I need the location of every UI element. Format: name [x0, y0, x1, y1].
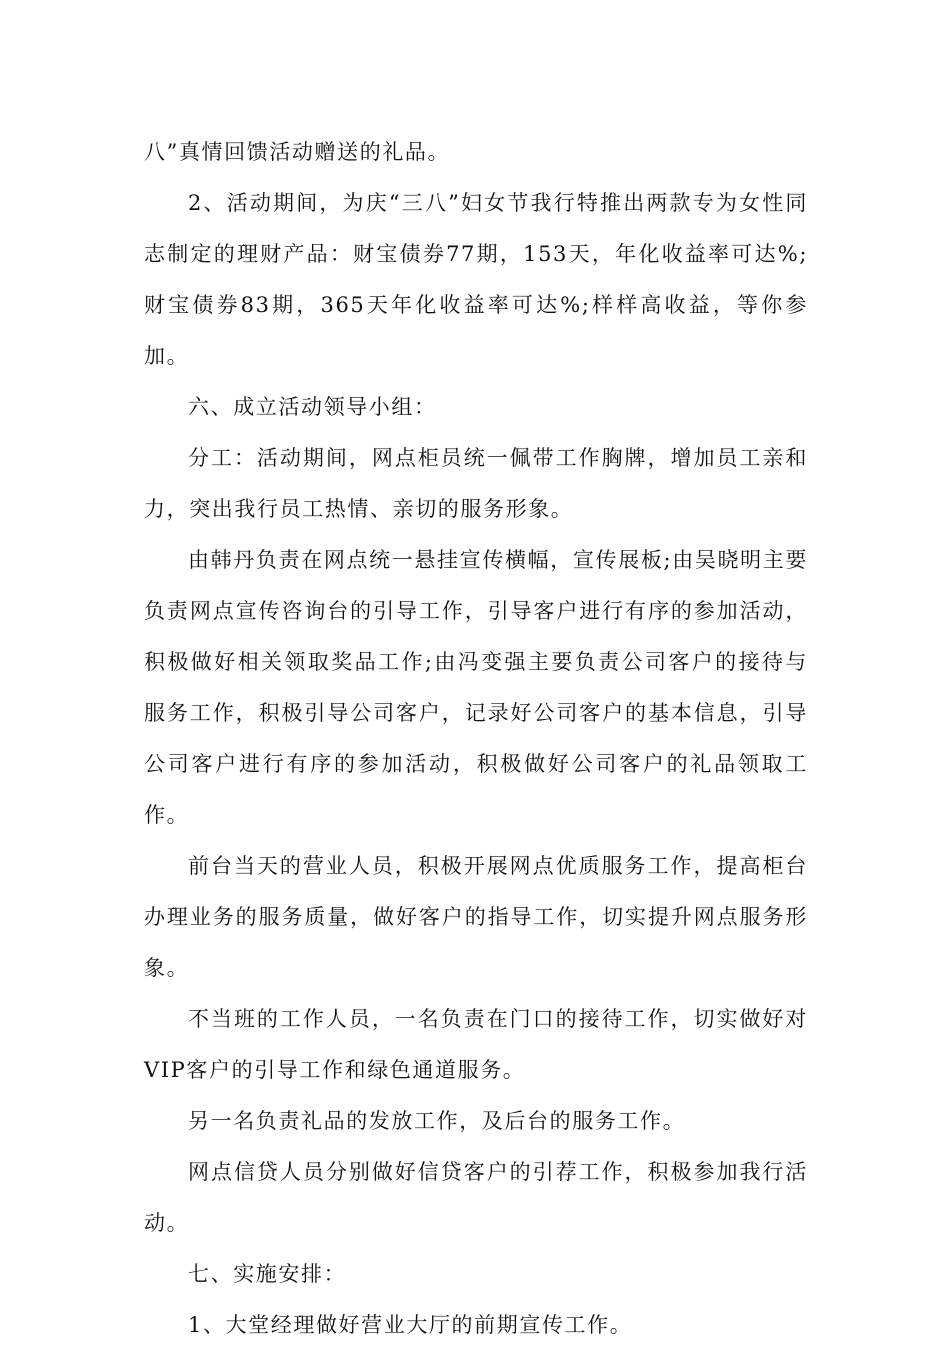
paragraph-division-of-work: 分工：活动期间，网点柜员统一佩带工作胸牌，增加员工亲和力，突出我行员工热情、亲切的服务形象。 [144, 446, 808, 521]
paragraph-off-duty-staff: 不当班的工作人员，一名负责在门口的接待工作，切实做好对VIP客户的引导工作和绿色通道服务。 [144, 1007, 808, 1082]
section-heading-implementation: 七、实施安排： [188, 1262, 347, 1286]
paragraph-front-desk-staff: 前台当天的营业人员，积极开展网点优质服务工作，提高柜台办理业务的服务质量，做好客户的指导工作，切实提升网点服务形象。 [144, 854, 808, 980]
paragraph-gift-distribution: 另一名负责礼品的发放工作，及后台的服务工作。 [188, 1109, 686, 1133]
section-heading-leadership-group: 六、成立活动领导小组： [188, 395, 437, 419]
paragraph-financial-products: 2、活动期间，为庆“三八”妇女节我行特推出两款专为女性同志制定的理财产品：财宝债券77期，153天，年化收益率可达%;财宝债券83期，365天年化收益率可达%;样样高收益，等你参加。 [144, 191, 808, 368]
paragraph-continuation: 八”真情回馈活动赠送的礼品。 [144, 140, 451, 164]
paragraph-credit-staff: 网点信贷人员分别做好信贷客户的引荐工作，积极参加我行活动。 [144, 1160, 808, 1235]
paragraph-lobby-manager: 1、大堂经理做好营业大厅的前期宣传工作。 [188, 1313, 633, 1337]
paragraph-staff-responsibilities: 由韩丹负责在网点统一悬挂宣传横幅，宣传展板;由吴晓明主要负责网点宣传咨询台的引导工作，引导客户进行有序的参加活动，积极做好相关领取奖品工作;由冯变强主要负责公司客户的接待与服务工作，积极引导公司客户，记录好公司客户的基本信息，引导公司客户进行有序的参加活动，积极做好公司客户的礼品领取工作。 [144, 548, 808, 827]
document-body [144, 127, 808, 1351]
